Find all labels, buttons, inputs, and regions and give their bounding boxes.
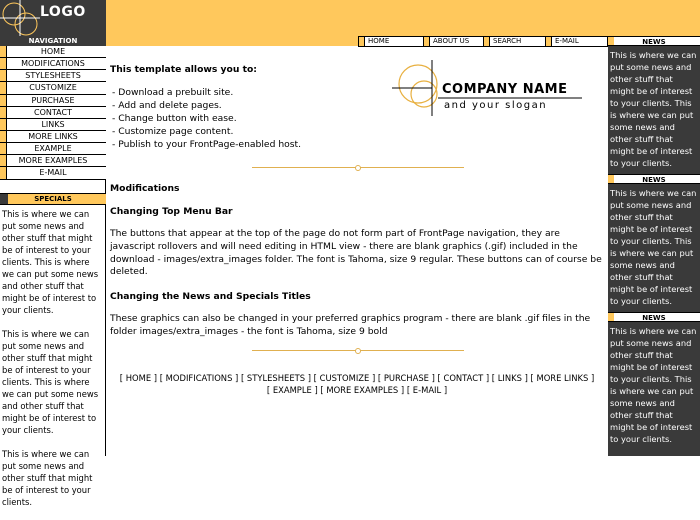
news-body: This is where we can put some news and other stuff that might be of interest to your clients. This is where we can put some news and other stuff that might be of interest to your clients. (610, 326, 697, 444)
top-menu-label: HOME (368, 37, 390, 45)
footer-link-customize[interactable]: CUSTOMIZE (319, 373, 370, 383)
news-specials-heading: Changing the News and Specials Titles (110, 291, 311, 302)
company-logo (392, 60, 582, 120)
divider (252, 165, 464, 171)
specials-paragraph: This is where we can put some news and other stuff that might be of interest to your clients. This is where we can put some news and other stuff that might be of interest to your clients. (2, 329, 99, 435)
footer-link-more-links[interactable]: MORE LINKS (536, 373, 589, 383)
footer-link-contact[interactable]: CONTACT (443, 373, 484, 383)
company-name: COMPANY NAME (442, 82, 568, 97)
footer-link-home[interactable]: HOME (125, 373, 152, 383)
nav-item-email[interactable]: E-MAIL (0, 167, 106, 179)
news-title: NEWS (608, 36, 700, 46)
top-menu-label: SEARCH (493, 37, 522, 45)
news-specials-paragraph: These graphics can also be changed in your preferred graphics program - there are blank .gif files in the folder images/extra_images - the font is Tahoma, size 9 bold (110, 313, 591, 337)
company-slogan: and your slogan (444, 100, 548, 111)
main-content (106, 46, 608, 456)
news-body: This is where we can put some news and other stuff that might be of interest to your clients. This is where we can put some news and other stuff that might be of interest to your clients. (610, 188, 697, 306)
nav-item-purchase[interactable]: PURCHASE (0, 95, 106, 107)
specials-paragraph: This is where we can put some news and other stuff that might be of interest to your clients. This is where we can put some news and other stuff that might be of interest to your clients. (2, 209, 99, 315)
divider (252, 348, 464, 354)
nav-item-modifications[interactable]: MODIFICATIONS (0, 58, 106, 70)
top-menu-label: ABOUT US (433, 37, 470, 45)
top-menu-label: E-MAIL (555, 37, 579, 45)
specials-content (2, 208, 104, 520)
news-title: NEWS (608, 174, 700, 184)
logo-block (0, 0, 106, 36)
logo-text[interactable]: LOGO (40, 4, 86, 20)
list-item: - Download a prebuilt site. (112, 86, 301, 99)
footer-link-more-examples[interactable]: MORE EXAMPLES (326, 385, 399, 395)
nav-item-contact[interactable]: CONTACT (0, 107, 106, 119)
list-item: - Customize page content. (112, 125, 301, 138)
footer-link-modifications[interactable]: MODIFICATIONS (165, 373, 233, 383)
nav-item-links[interactable]: LINKS (0, 119, 106, 131)
logo-mark-icon (0, 0, 40, 36)
header-band (106, 0, 700, 36)
news-body: This is where we can put some news and other stuff that might be of interest to your clients. This is where we can put some news and other stuff that might be of interest to your clients. (610, 50, 697, 168)
specials-paragraph: This is where we can put some news and other stuff that might be of interest to your clients. (2, 449, 93, 507)
modifications-heading: Modifications (110, 183, 180, 194)
news-title: NEWS (608, 312, 700, 322)
footer-links (106, 372, 608, 396)
nav-item-customize[interactable]: CUSTOMIZE (0, 82, 106, 94)
intro-heading: This template allows you to: (110, 64, 257, 75)
nav-item-more-links[interactable]: MORE LINKS (0, 131, 106, 143)
navigation-list (0, 46, 106, 180)
navigation-title: NAVIGATION (0, 36, 106, 46)
specials-title: SPECIALS (0, 193, 106, 205)
nav-item-example[interactable]: EXAMPLE (0, 143, 106, 155)
nav-item-home[interactable]: HOME (0, 46, 106, 58)
divider-dot-icon (355, 348, 361, 354)
list-item: - Publish to your FrontPage-enabled host. (112, 138, 301, 151)
top-menu-paragraph: The buttons that appear at the top of the page do not form part of FrontPage navigation, they are javascript rollovers and will need editing in HTML view - there are blank graphics (.gif) included in the download - images/extra_images folder. The font is Tahoma, size 9 regular. These buttons can of course be deleted. (110, 228, 602, 278)
right-sidebar (608, 36, 700, 456)
list-item: - Add and delete pages. (112, 99, 301, 112)
footer-link-purchase[interactable]: PURCHASE (383, 373, 429, 383)
footer-link-example[interactable]: EXAMPLE (272, 385, 312, 395)
intro-list (112, 86, 301, 151)
nav-item-more-examples[interactable]: MORE EXAMPLES (0, 155, 106, 167)
top-menu-heading: Changing Top Menu Bar (110, 206, 233, 217)
footer-links-line-1: [ HOME ] [ MODIFICATIONS ] [ STYLESHEETS ] [ CUSTOMIZE ] [ PURCHASE ] [ CONTACT ] [ LINKS ] [ MORE LINKS ] (119, 373, 595, 383)
nav-item-stylesheets[interactable]: STYLESHEETS (0, 70, 106, 82)
footer-links-line-2: [ EXAMPLE ] [ MORE EXAMPLES ] [ E-MAIL ] (266, 385, 448, 395)
footer-link-stylesheets[interactable]: STYLESHEETS (246, 373, 306, 383)
divider-dot-icon (355, 165, 361, 171)
list-item: - Change button with ease. (112, 112, 301, 125)
footer-link-links[interactable]: LINKS (497, 373, 522, 383)
footer-link-email[interactable]: E-MAIL (412, 385, 442, 395)
left-sidebar (0, 36, 106, 507)
